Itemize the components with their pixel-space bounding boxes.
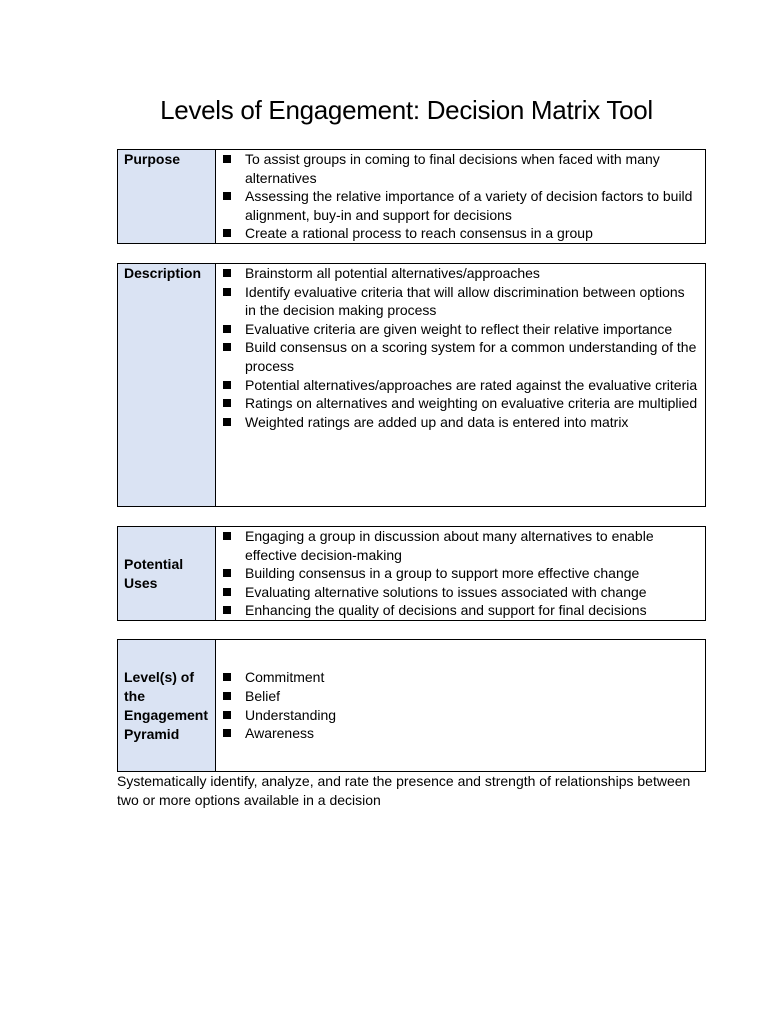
list-item: Enhancing the quality of decisions and support for final decisions [223,601,699,620]
bullet-square-icon [223,381,231,389]
potential-uses-content [216,527,705,620]
bullet-square-icon [223,155,231,163]
potential-uses-table [117,526,706,621]
list-item: Potential alternatives/approaches are rated against the evaluative criteria [223,376,699,395]
bullet-square-icon [223,418,231,426]
bullet-square-icon [223,399,231,407]
engagement-levels-label: Level(s) of the Engagement Pyramid [118,640,216,771]
list-item: Evaluating alternative solutions to issues associated with change [223,583,699,602]
closing-paragraph: Systematically identify, analyze, and rate the presence and strength of relationships between two or more options available in a decision [117,773,691,808]
purpose-content [216,150,705,243]
bullet-square-icon [223,343,231,351]
list-item: To assist groups in coming to final decisions when faced with many alternatives [223,150,699,187]
list-item: Understanding [223,706,336,725]
bullet-square-icon [223,729,231,737]
bullet-square-icon [223,606,231,614]
purpose-label: Purpose [118,150,216,243]
list-item: Building consensus in a group to support more effective change [223,564,699,583]
bullet-square-icon [223,192,231,200]
description-table [117,263,706,507]
bullet-square-icon [223,588,231,596]
list-item: Evaluative criteria are given weight to reflect their relative importance [223,320,699,339]
list-item: Assessing the relative importance of a variety of decision factors to build alignment, buy-in and support for decisions [223,187,699,224]
list-item: Awareness [223,724,336,743]
list-item: Brainstorm all potential alternatives/approaches [223,264,699,283]
list-item: Engaging a group in discussion about many alternatives to enable effective decision-making [223,527,699,564]
bullet-square-icon [223,269,231,277]
list-item: Ratings on alternatives and weighting on evaluative criteria are multiplied [223,394,699,413]
bullet-square-icon [223,288,231,296]
purpose-table [117,149,706,244]
bullet-square-icon [223,325,231,333]
list-item: Identify evaluative criteria that will allow discrimination between options in the decision making process [223,283,699,320]
list-item: Create a rational process to reach consensus in a group [223,224,699,243]
page-title: Levels of Engagement: Decision Matrix Tool [160,95,653,125]
description-label: Description [118,264,216,506]
bullet-square-icon [223,711,231,719]
potential-uses-label: Potential Uses [118,527,216,620]
bullet-square-icon [223,229,231,237]
bullet-square-icon [223,692,231,700]
bullet-square-icon [223,673,231,681]
engagement-levels-content [216,640,705,771]
bullet-square-icon [223,569,231,577]
engagement-levels-table [117,639,706,772]
list-item: Build consensus on a scoring system for a common understanding of the process [223,338,699,375]
list-item: Weighted ratings are added up and data is entered into matrix [223,413,699,432]
description-content [216,264,705,506]
list-item: Belief [223,687,336,706]
list-item: Commitment [223,668,336,687]
bullet-square-icon [223,532,231,540]
